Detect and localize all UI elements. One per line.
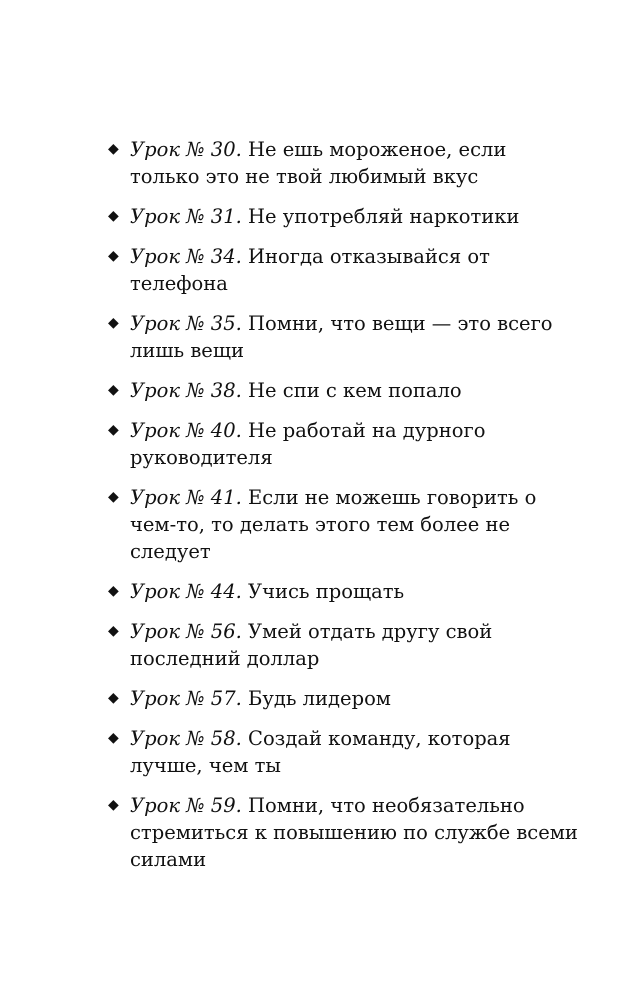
lesson-number: Урок № 35. (130, 312, 242, 335)
lesson-text: Умей отдать другу свой последний доллар (130, 620, 493, 670)
lesson-number: Урок № 41. (130, 486, 242, 509)
lesson-text: Не употребляй наркотики (241, 205, 520, 228)
lesson-text: Не работай на дурного руководителя (130, 419, 486, 469)
lesson-list (108, 136, 578, 886)
lesson-number: Урок № 34. (130, 245, 242, 268)
lesson-text: Иногда отказывайся от телефона (130, 245, 490, 295)
lesson-item (108, 203, 578, 230)
lesson-item (108, 618, 578, 672)
lesson-item (108, 725, 578, 779)
lesson-number: Урок № 44. (130, 580, 242, 603)
lesson-number: Урок № 57. (130, 687, 242, 710)
lesson-item (108, 417, 578, 471)
lesson-text: Если не можешь говорить о чем-то, то делать этого тем более не следует (130, 486, 537, 563)
lesson-item (108, 377, 578, 404)
lesson-number: Урок № 38. (130, 379, 242, 402)
lesson-number: Урок № 31. (130, 205, 242, 228)
diamond-bullet-icon: ◆ (108, 422, 119, 438)
lesson-item (108, 136, 578, 190)
diamond-bullet-icon: ◆ (108, 382, 119, 398)
diamond-bullet-icon: ◆ (108, 315, 119, 331)
diamond-bullet-icon: ◆ (108, 583, 119, 599)
lesson-number: Урок № 30. (130, 138, 242, 161)
lesson-text: Учись прощать (241, 580, 405, 603)
diamond-bullet-icon: ◆ (108, 248, 119, 264)
lesson-item (108, 484, 578, 565)
lesson-number: Урок № 58. (130, 727, 242, 750)
lesson-text: Помни, что необязательно стремиться к повышению по службе всеми силами (130, 794, 578, 871)
diamond-bullet-icon: ◆ (108, 730, 119, 746)
diamond-bullet-icon: ◆ (108, 489, 119, 505)
lesson-text: Не спи с кем попало (241, 379, 462, 402)
lesson-item (108, 685, 578, 712)
lesson-item (108, 578, 578, 605)
lesson-number: Урок № 59. (130, 794, 242, 817)
lesson-text: Не ешь мороженое, если только это не твой любимый вкус (130, 138, 507, 188)
lesson-item (108, 243, 578, 297)
lesson-number: Урок № 56. (130, 620, 242, 643)
lesson-text: Помни, что вещи — это всего лишь вещи (130, 312, 553, 362)
lesson-item (108, 310, 578, 364)
diamond-bullet-icon: ◆ (108, 208, 119, 224)
lesson-text: Будь лидером (241, 687, 391, 710)
diamond-bullet-icon: ◆ (108, 690, 119, 706)
diamond-bullet-icon: ◆ (108, 797, 119, 813)
lesson-item (108, 792, 578, 873)
diamond-bullet-icon: ◆ (108, 141, 119, 157)
diamond-bullet-icon: ◆ (108, 623, 119, 639)
lesson-text: Создай команду, которая лучше, чем ты (130, 727, 511, 777)
lesson-number: Урок № 40. (130, 419, 242, 442)
